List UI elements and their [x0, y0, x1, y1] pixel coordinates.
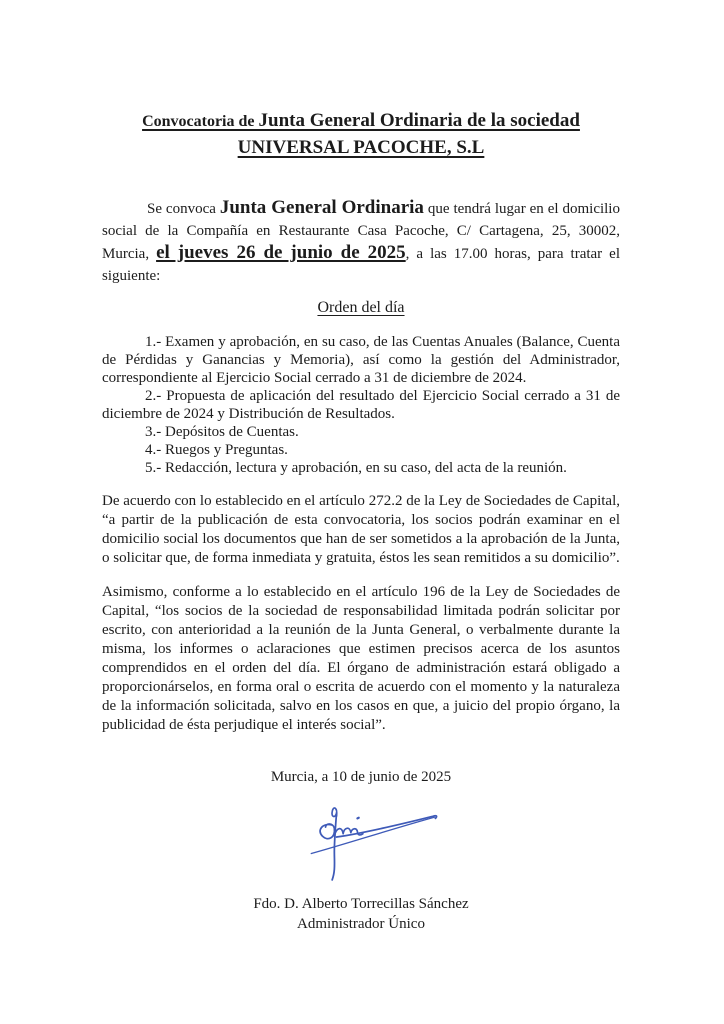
- agenda-item-2: 2.- Propuesta de aplicación del resultado del Ejercicio Social cerrado a 31 de diciembre de 2024 y Distribución de Resultados.: [102, 388, 620, 422]
- intro-text-1: Se convoca: [147, 201, 220, 217]
- legal-paragraph-196: Asimismo, conforme a lo establecido en el artículo 196 de la Ley de Sociedades de Capital, “los socios de la sociedad de responsabilidad limitada podrán solicitar por escrito, con anterioridad a la reunión de la Junta General, o verbalmente durante la misma, los informes o aclaraciones que estimen precisos acerca de los asuntos comprendidos en el orden del día. El órgano de administración estará obligado a proporcionárselos, en forma oral o escrita de acuerdo con el momento y la naturaleza de la información solicitada, salvo en los casos en que, a juicio del propio órgano, la publicidad de ésta perjudique el interés social”.: [102, 584, 620, 733]
- handwritten-signature-icon: [310, 803, 440, 881]
- title-main: Junta General Ordinaria de la sociedad: [258, 110, 580, 131]
- signature-block: [102, 803, 620, 934]
- document-title: [102, 102, 620, 161]
- agenda-item-5: 5.- Redacción, lectura y aprobación, en su caso, del acta de la reunión.: [145, 460, 567, 476]
- meeting-name-bold: Junta General Ordinaria: [219, 197, 424, 218]
- legal-paragraph-272: De acuerdo con lo establecido en el artículo 272.2 de la Ley de Sociedades de Capital, “a partir de la publicación de esta convocatoria, los socios podrán examinar en el domicilio social los documentos que han de ser sometidos a la aprobación de la Junta, o solicitar que, de forma inmediata y gratuita, éstos les sean remitidos a su domicilio”.: [102, 493, 620, 566]
- signature-ink: [311, 808, 436, 880]
- intro-text-2: que tendrá lugar en el domicilio social de la Compañía en Restaurante Casa Pacoche, C/ Cartagena, 25, 30002, Murcia,: [102, 201, 620, 262]
- meeting-date-bold: el jueves 26 de junio de 2025: [156, 242, 406, 263]
- agenda-heading: Orden del día: [317, 299, 405, 316]
- signatory-role: Administrador Único: [297, 916, 425, 932]
- agenda-item-4: 4.- Ruegos y Preguntas.: [145, 442, 288, 458]
- signatory-name: Fdo. D. Alberto Torrecillas Sánchez: [253, 896, 469, 912]
- agenda-item-3: 3.- Depósitos de Cuentas.: [145, 424, 299, 440]
- title-prefix: Convocatoria de: [142, 113, 259, 130]
- intro-paragraph: [102, 197, 620, 287]
- agenda-item-1: 1.- Examen y aprobación, en su caso, de las Cuentas Anuales (Balance, Cuenta de Pérdidas y Ganancias y Memoria), así como la gestión del Administrador, correspondiente al Ejercicio Social cerrado a 31 de diciembre de 2024.: [102, 334, 620, 386]
- company-name: UNIVERSAL PACOCHE, S.L: [237, 137, 485, 158]
- date-line: Murcia, a 10 de junio de 2025: [270, 769, 452, 785]
- intro-text-3: , a las 17.00 horas, para tratar el siguiente:: [102, 246, 620, 284]
- signatory: [102, 894, 620, 934]
- title-line-1: [102, 102, 620, 135]
- agenda-list: [102, 333, 620, 477]
